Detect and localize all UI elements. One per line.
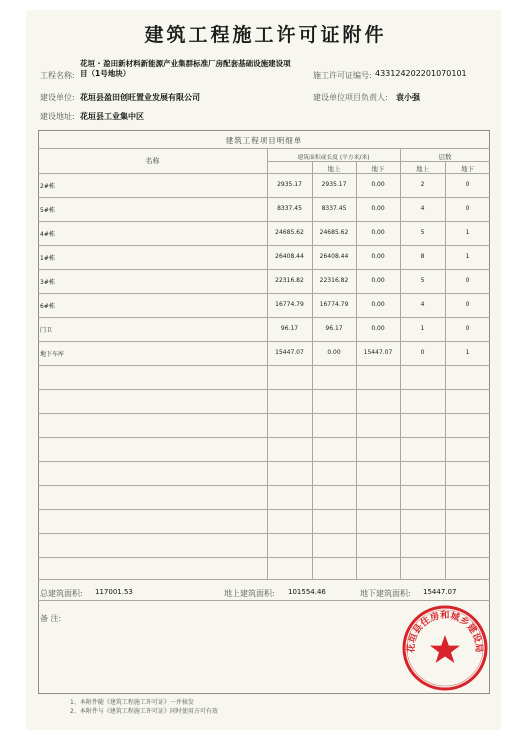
cell-area: 16774.79 bbox=[275, 301, 304, 308]
note-1: 1、本附件随《建筑工程施工许可证》一并核发 bbox=[70, 699, 194, 706]
svg-text:花垣县住房和城乡建设局: 花垣县住房和城乡建设局 bbox=[405, 610, 485, 654]
cell-name: 3#栋 bbox=[40, 279, 55, 286]
sub-header-area-above: 地上 bbox=[327, 165, 341, 173]
rule bbox=[38, 509, 490, 510]
note-2: 2、本附件与《建筑工程施工许可证》同时使用方可有效 bbox=[70, 708, 218, 715]
cell-floors-above: 4 bbox=[420, 301, 425, 308]
cell-above: 2935.17 bbox=[321, 181, 347, 188]
rule bbox=[38, 341, 490, 342]
rule bbox=[38, 461, 490, 462]
cell-floors-above: 4 bbox=[420, 205, 425, 212]
cell-above: 96.17 bbox=[325, 325, 343, 332]
cell-floors-above: 8 bbox=[420, 253, 425, 260]
cell-name: 4#栋 bbox=[40, 231, 55, 238]
cell-name: 地下车库 bbox=[40, 351, 65, 358]
cell-above: 8337.45 bbox=[321, 205, 347, 212]
permit-number-label: 施工许可证编号: bbox=[313, 71, 372, 80]
rule bbox=[38, 389, 490, 390]
column-area-header: 建筑面积或长度 (平方米/米) bbox=[297, 155, 370, 161]
rule bbox=[38, 293, 490, 294]
cell-name: 6#栋 bbox=[40, 303, 55, 310]
rule bbox=[400, 148, 401, 579]
cell-floors-above: 2 bbox=[420, 181, 425, 188]
project-name-label: 工程名称: bbox=[40, 71, 75, 80]
rule bbox=[38, 173, 490, 174]
cell-above: 16774.79 bbox=[319, 301, 349, 308]
rule bbox=[38, 485, 490, 486]
cell-floors-above: 0 bbox=[420, 349, 425, 356]
cell-area: 22316.82 bbox=[275, 277, 304, 284]
rule bbox=[356, 161, 357, 579]
rule bbox=[312, 161, 313, 579]
rule bbox=[38, 533, 490, 534]
cell-below: 0.00 bbox=[371, 205, 385, 212]
rule bbox=[38, 197, 490, 198]
cell-below: 0.00 bbox=[371, 229, 385, 236]
table-title: 建筑工程项目明细单 bbox=[225, 136, 303, 145]
rule bbox=[38, 221, 490, 222]
builder-label: 建设单位: bbox=[40, 93, 75, 102]
rule bbox=[267, 148, 268, 579]
cell-floors-below: 0 bbox=[465, 301, 470, 308]
cell-floors-below: 1 bbox=[465, 253, 470, 260]
project-name-line2: 目（1号地块） bbox=[80, 69, 131, 78]
cell-area: 8337.45 bbox=[277, 205, 302, 212]
cell-area: 2935.17 bbox=[277, 181, 302, 188]
cell-below: 0.00 bbox=[371, 181, 385, 188]
cell-area: 24685.62 bbox=[275, 229, 304, 236]
cell-name: 2#栋 bbox=[40, 183, 55, 190]
cell-below: 15447.07 bbox=[363, 349, 393, 356]
cell-floors-above: 1 bbox=[420, 325, 425, 332]
sub-header-floors-above: 地上 bbox=[416, 165, 429, 173]
rule bbox=[38, 437, 490, 438]
builder-name: 花垣县盈田创旺置业发展有限公司 bbox=[80, 93, 200, 102]
cell-floors-above: 5 bbox=[420, 229, 425, 236]
column-floors-header: 层数 bbox=[438, 153, 452, 161]
column-name-header: 名称 bbox=[145, 157, 160, 165]
below-ground-area-label: 地下建筑面积: bbox=[360, 589, 411, 598]
rule bbox=[38, 365, 490, 366]
rule bbox=[38, 245, 490, 246]
above-ground-area: 101554.46 bbox=[288, 588, 326, 596]
cell-area: 15447.07 bbox=[275, 349, 304, 356]
cell-floors-below: 1 bbox=[465, 349, 470, 356]
rule bbox=[38, 413, 490, 414]
above-ground-area-label: 地上建筑面积: bbox=[224, 589, 275, 598]
rule bbox=[38, 557, 490, 558]
cell-below: 0.00 bbox=[371, 277, 385, 284]
cell-name: 门卫 bbox=[40, 327, 53, 334]
address: 花垣县工业集中区 bbox=[80, 112, 144, 121]
project-leader: 袁小强 bbox=[396, 93, 420, 102]
official-seal bbox=[402, 605, 488, 691]
total-area: 117001.53 bbox=[95, 588, 133, 596]
cell-floors-below: 0 bbox=[465, 205, 470, 212]
rule bbox=[267, 161, 490, 162]
document-title: 建筑工程施工许可证附件 bbox=[144, 24, 387, 46]
rule bbox=[38, 148, 490, 149]
cell-below: 0.00 bbox=[371, 301, 385, 308]
cell-below: 0.00 bbox=[371, 253, 385, 260]
below-ground-area: 15447.07 bbox=[423, 588, 457, 596]
remarks-label: 备 注: bbox=[40, 614, 62, 623]
cell-floors-below: 1 bbox=[465, 229, 470, 236]
cell-area: 96.17 bbox=[280, 325, 299, 332]
rule bbox=[445, 161, 446, 579]
cell-name: 5#栋 bbox=[40, 207, 55, 214]
rule bbox=[38, 317, 490, 318]
cell-area: 26408.44 bbox=[275, 253, 304, 260]
cell-floors-below: 0 bbox=[465, 277, 470, 284]
cell-floors-below: 0 bbox=[465, 181, 470, 188]
rule bbox=[38, 600, 490, 601]
address-label: 建设地址: bbox=[40, 112, 75, 121]
cell-above: 24685.62 bbox=[319, 229, 349, 236]
cell-above: 0.00 bbox=[327, 349, 341, 356]
cell-name: 1#栋 bbox=[40, 255, 55, 262]
sub-header-floors-below: 地下 bbox=[461, 165, 474, 173]
cell-floors-above: 5 bbox=[420, 277, 425, 284]
rule bbox=[38, 579, 490, 580]
project-leader-label: 建设单位项目负责人: bbox=[313, 93, 388, 102]
cell-above: 22316.82 bbox=[319, 277, 349, 284]
sub-header-area-below: 地下 bbox=[371, 165, 385, 173]
project-name-line1: 花垣 · 盈田新材料新能源产业集群标准厂房配套基础设施建设项 bbox=[80, 59, 291, 68]
total-area-label: 总建筑面积: bbox=[40, 589, 83, 598]
cell-floors-below: 0 bbox=[465, 325, 470, 332]
cell-below: 0.00 bbox=[371, 325, 385, 332]
cell-above: 26408.44 bbox=[319, 253, 349, 260]
permit-number: 433124202201070101 bbox=[375, 69, 467, 78]
rule bbox=[38, 269, 490, 270]
